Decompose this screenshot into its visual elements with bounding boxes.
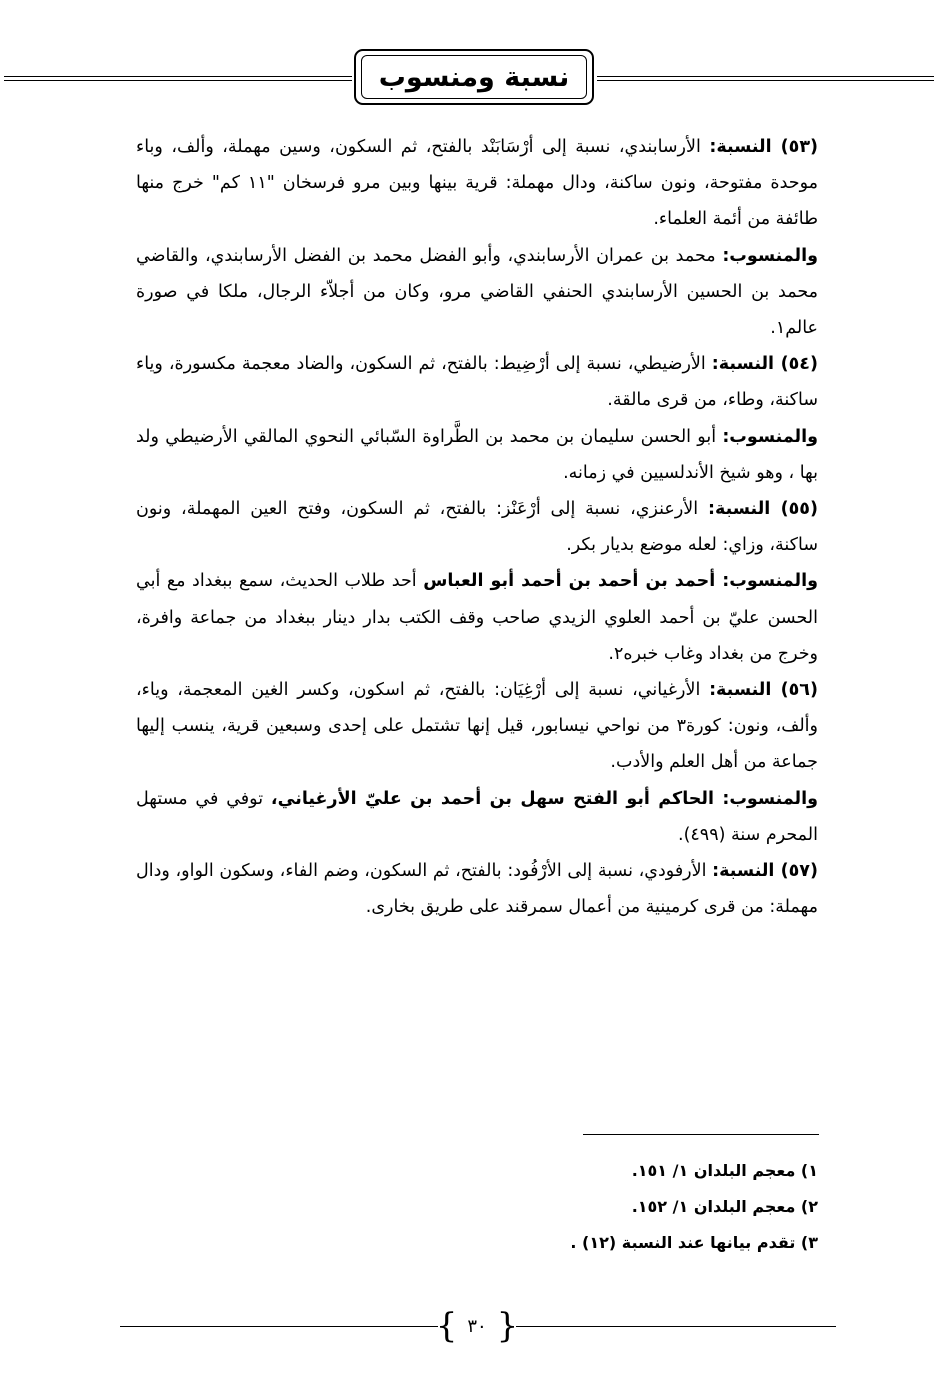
paragraph-lead: والمنسوب: — [722, 426, 818, 447]
header-rule-left-inner — [4, 80, 352, 81]
paragraph-lead: والمنسوب: الحاكم أبو الفتح سهل بن أحمد بن عليّ الأرغياني، — [270, 788, 819, 809]
footnote-separator — [583, 1134, 819, 1135]
paragraph-body: محمد بن عمران الأرسابندي، وأبو الفضل محمد بن الفضل الأرسابندي، والقاضي محمد بن الحسين الأرسابندي الحنفي القاضي مرو، وكان من أجلاّء الرجال، ملكا في صورة عالم١. — [136, 245, 818, 339]
paragraph-body: الأرعنزي، نسبة إلى أرْعَنْز: بالفتح، ثم السكون، وفتح العين المهملة، ونون ساكنة، وزاي: لعله موضع بديار بكر. — [136, 499, 818, 556]
footer-rule-right — [516, 1326, 836, 1327]
paragraph-lead: (٥٦) النسبة: — [709, 680, 818, 701]
paragraph-body: الأرسابندي، نسبة إلى أرْسَابَنْد بالفتح، ثم السكون، وسين مهملة، وألف، وباء موحدة مفتوحة، ونون ساكنة، ودال مهملة: قرية بينها وبين مرو فرسخان "١١ كم" خرج منها طائفة من أئمة العلماء. — [136, 137, 818, 230]
paragraph-lead: والمنسوب: — [722, 245, 818, 266]
header-rule-left-outer — [4, 76, 352, 77]
paragraph-nisba-56 — [136, 672, 818, 781]
header-rule-right-inner — [597, 80, 934, 81]
footnote-1: ١) معجم البلدان ١/ ١٥١. — [631, 1161, 818, 1180]
footnote-3: ٣) تقدم بيانها عند النسبة (١٢) . — [570, 1233, 818, 1252]
page-title: نسبة ومنسوب — [378, 61, 570, 93]
close-brace-glyph: } — [496, 1306, 519, 1346]
paragraph-body: الأرغياني، نسبة إلى أرْغِيَان: بالفتح، ثم اسكون، وكسر الغين المعجمة، وياء، وألف، ونون: كورة٣ من نواحي نيسابور، قيل إنها تشتمل على إحدى وسبعين قرية، ينسب إليها جماعة من أهل العلم والأدب. — [136, 680, 818, 773]
page-number: ٣٠ — [467, 1315, 487, 1337]
paragraph-nisba-54 — [136, 346, 818, 418]
paragraph-lead: (٥٣) النسبة: — [709, 137, 819, 157]
paragraph-lead: (٥٧) النسبة: — [712, 861, 818, 882]
paragraph-mansub-56 — [136, 781, 818, 853]
page-number-box — [437, 1306, 517, 1346]
paragraph-mansub-55 — [136, 563, 818, 672]
paragraph-body: الأرفودي، نسبة إلى الأرْفُود: بالفتح، ثم السكون، وضم الفاء، وسكون الواو، ودال مهملة: من قرى كرمينية من أعمال سمرقند على طريق بخارى. — [136, 861, 818, 918]
main-text — [136, 129, 818, 925]
paragraph-lead: (٥٤) النسبة: — [711, 354, 818, 375]
paragraph-mansub-54 — [136, 419, 818, 491]
paragraph-nisba-53 — [136, 129, 818, 238]
paragraph-lead: والمنسوب: أحمد بن أحمد بن أحمد أبو العباس — [423, 571, 818, 592]
paragraph-nisba-57 — [136, 853, 818, 925]
paragraph-body: أبو الحسن سليمان بن محمد بن الطَّراوة السّبائي النحوي المالقي الأرضيطي ولد بها ، وهو شيخ الأندلسيين في زمانه. — [136, 426, 818, 483]
paragraph-body: توفي في مستهل المحرم سنة (٤٩٩). — [136, 788, 818, 845]
open-brace-glyph: { — [435, 1306, 458, 1346]
footer-rule-left — [120, 1326, 438, 1327]
footnotes — [380, 1153, 818, 1261]
paragraph-mansub-53 — [136, 238, 818, 347]
footnote-2: ٢) معجم البلدان ١/ ١٥٢. — [631, 1197, 818, 1216]
header-rule-right-outer — [597, 76, 934, 77]
header-frame-inner — [361, 55, 587, 99]
paragraph-lead: (٥٥) النسبة: — [707, 499, 818, 520]
paragraph-nisba-55 — [136, 491, 818, 563]
paragraph-body: أحد طلاب الحديث، سمع ببغداد مع أبي الحسن عليّ بن أحمد العلوي الزيدي صاحب وقف الكتب بدار دينار ببغداد من جماعة وافرة، وخرج من بغداد وغاب خبره٢. — [136, 571, 818, 664]
paragraph-body: الأرضيطي، نسبة إلى أرْضِيط: بالفتح، ثم السكون، والضاد معجمة مكسورة، وياء ساكنة، وطاء، من قرى مالقة. — [136, 354, 818, 411]
